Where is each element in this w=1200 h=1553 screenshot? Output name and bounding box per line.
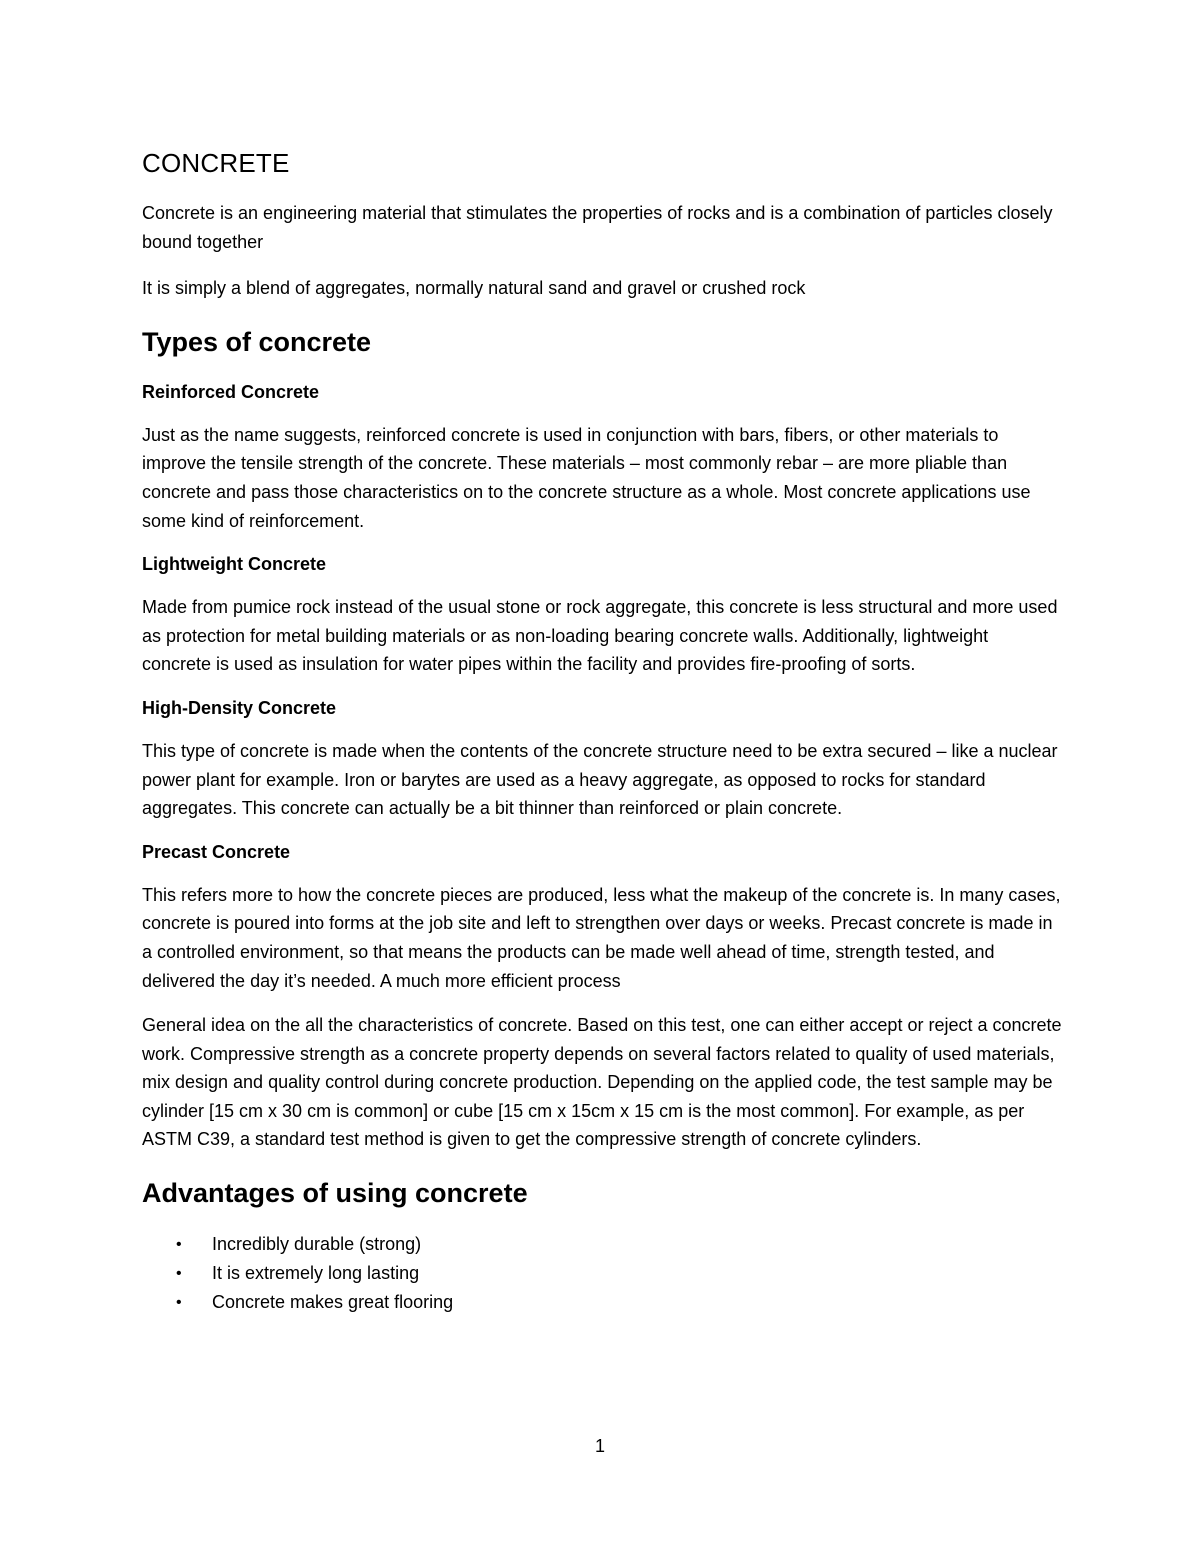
list-item [142,1288,1062,1317]
types-heading: Types of concrete [142,326,372,357]
list-item [142,1259,1062,1288]
intro-paragraph-definition: Concrete is an engineering material that stimulates the properties of rocks and is a combination of particles closely bound together [142,203,1053,252]
type-description-reinforced: Just as the name suggests, reinforced concrete is used in conjunction with bars, fibers, or other materials to improve the tensile strength of the concrete. These materials – most commonly rebar – are more pliable than concrete and pass those characteristics on to the concrete structure as a whole. Most concrete applications use some kind of reinforcement. [142,424,1031,531]
list-item [142,1230,1062,1259]
document-title: CONCRETE [142,148,290,178]
bullet-icon: • [176,1236,182,1254]
page-number: 1 [594,1436,605,1456]
type-title-lightweight: Lightweight Concrete [142,554,326,575]
bullet-icon: • [176,1265,182,1283]
bullet-icon: • [176,1294,182,1312]
advantages-heading: Advantages of using concrete [142,1178,528,1209]
type-description-precast: This refers more to how the concrete pieces are produced, less what the makeup of the concrete is. In many cases, concrete is poured into forms at the job site and left to strengthen over days or weeks. Precast concrete is made in a controlled environment, so that means the products can be made well ahead of time, strength tested, and delivered the day it’s needed. A much more efficient process [142,884,1061,991]
type-title-reinforced: Reinforced Concrete [142,381,320,402]
advantages-list [142,1230,1062,1317]
type-title-precast: Precast Concrete [142,841,291,862]
type-description-high-density: This type of concrete is made when the contents of the concrete structure need to be extra secured – like a nuclear power plant for example. Iron or barytes are used as a heavy aggregate, as opposed to rocks for standard aggregates. This concrete can actually be a bit thinner than reinforced or plain concrete. [142,740,1058,819]
list-item-text: Incredibly durable (strong) [212,1234,422,1255]
intro-paragraph-blend: It is simply a blend of aggregates, normally natural sand and gravel or crushed rock [142,278,806,299]
page-content [142,146,1062,1317]
list-item-text: Concrete makes great flooring [212,1292,454,1313]
general-paragraph: General idea on the all the characteristics of concrete. Based on this test, one can either accept or reject a concrete work. Compressive strength as a concrete property depends on several factors related to quality of used materials, mix design and quality control during concrete production. Depending on the applied code, the test sample may be cylinder [15 cm x 30 cm is common] or cube [15 cm x 15cm x 15 cm is the most common]. For example, as per ASTM C39, a standard test method is given to get the compressive strength of concrete cylinders. [142,1015,1062,1150]
type-title-high-density: High-Density Concrete [142,697,337,718]
type-description-lightweight: Made from pumice rock instead of the usual stone or rock aggregate, this concrete is less structural and more used as protection for metal building materials or as non-loading bearing concrete walls. Additionally, lightweight concrete is used as insulation for water pipes within the facility and provides fire-proofing of sorts. [142,597,1058,675]
list-item-text: It is extremely long lasting [212,1263,420,1284]
